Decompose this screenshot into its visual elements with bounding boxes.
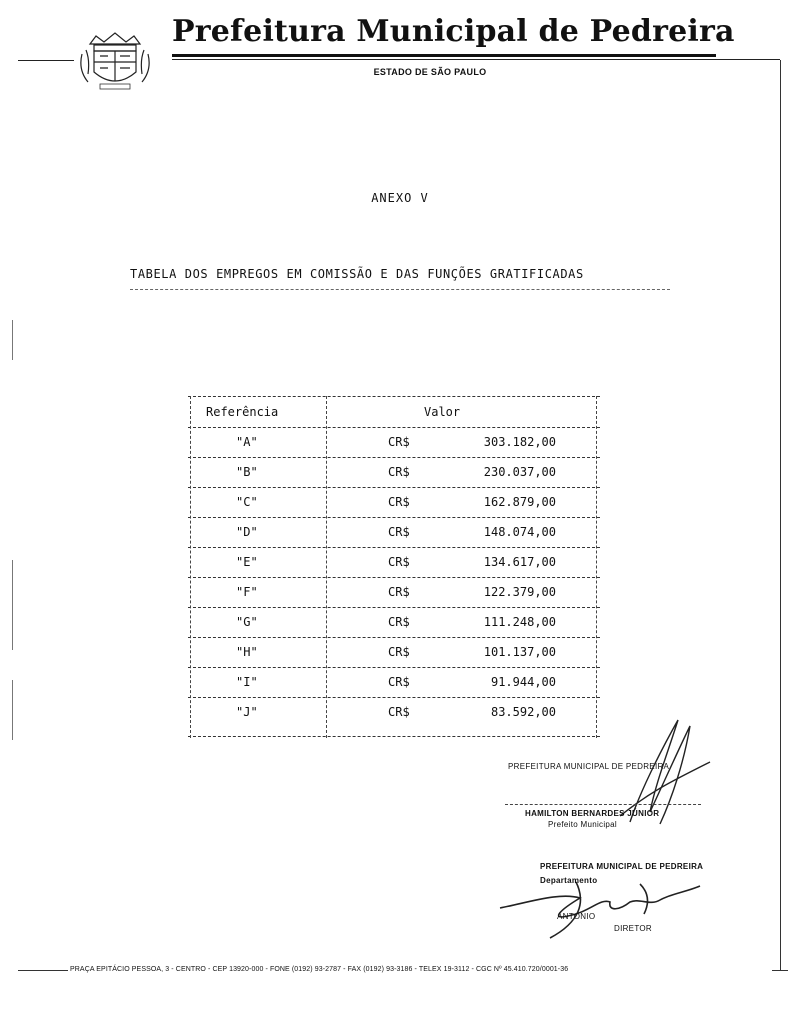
mayor-entity: PREFEITURA MUNICIPAL DE PEDREIRA	[508, 762, 670, 771]
letterhead-rule-thick	[172, 54, 716, 57]
row-currency: CR$	[388, 555, 410, 569]
table-row	[188, 577, 600, 607]
caption-underline	[130, 289, 670, 290]
row-amount: 91.944,00	[490, 675, 556, 689]
row-currency: CR$	[388, 585, 410, 599]
margin-mark	[12, 560, 13, 650]
row-reference: "G"	[236, 615, 258, 629]
row-reference: "C"	[236, 495, 258, 509]
footer-address: PRAÇA EPITÁCIO PESSOA, 3 - CENTRO - CEP 13920-000 - FONE (0192) 93-2787 - FAX (0192) 93-3186 - TELEX 19-3112 - CGC Nº 45.410.720/0001-36	[68, 966, 772, 973]
row-amount: 230.037,00	[483, 465, 556, 479]
row-amount: 83.592,00	[490, 705, 556, 719]
table-row	[188, 427, 600, 457]
row-amount: 148.074,00	[483, 525, 556, 539]
margin-mark	[12, 320, 13, 360]
director-name: ANTONIO	[557, 912, 596, 921]
table-row	[188, 697, 600, 727]
director-entity: PREFEITURA MUNICIPAL DE PEDREIRA	[540, 862, 704, 871]
table-row	[188, 457, 600, 487]
row-amount: 303.182,00	[483, 435, 556, 449]
value-table	[188, 396, 600, 738]
row-amount: 111.248,00	[483, 615, 556, 629]
row-reference: "F"	[236, 585, 258, 599]
table-row	[188, 547, 600, 577]
margin-mark	[12, 680, 13, 740]
row-amount: 134.617,00	[483, 555, 556, 569]
row-currency: CR$	[388, 435, 410, 449]
mayor-role: Prefeito Municipal	[548, 820, 617, 829]
mayor-name: HAMILTON BERNARDES JÚNIOR	[525, 809, 660, 818]
letterhead-rule-thin	[172, 59, 780, 60]
director-department: Departamento	[540, 876, 598, 885]
mayor-signature-line	[505, 804, 701, 805]
row-reference: "B"	[236, 465, 258, 479]
table-border	[188, 396, 600, 397]
table-row	[188, 637, 600, 667]
row-currency: CR$	[388, 645, 410, 659]
table-caption: TABELA DOS EMPREGOS EM COMISSÃO E DAS FUNÇÕES GRATIFICADAS	[130, 267, 584, 281]
letterhead-title: Prefeitura Municipal de Pedreira	[172, 14, 735, 49]
row-amount: 122.379,00	[483, 585, 556, 599]
table-row	[188, 487, 600, 517]
row-reference: "A"	[236, 435, 258, 449]
header-reference: Referência	[206, 405, 279, 419]
table-row	[188, 667, 600, 697]
row-reference: "J"	[236, 705, 258, 719]
header-value: Valor	[424, 405, 461, 419]
annex-title: ANEXO V	[371, 191, 429, 205]
row-currency: CR$	[388, 525, 410, 539]
row-currency: CR$	[388, 675, 410, 689]
director-title: DIRETOR	[614, 924, 652, 933]
row-reference: "D"	[236, 525, 258, 539]
page-border-right	[780, 60, 781, 970]
director-signature-icon	[490, 862, 710, 942]
row-amount: 101.137,00	[483, 645, 556, 659]
row-reference: "I"	[236, 675, 258, 689]
letterhead-state: ESTADO DE SÃO PAULO	[373, 67, 487, 77]
row-currency: CR$	[388, 495, 410, 509]
municipal-coat-of-arms-icon	[78, 30, 152, 92]
row-amount: 162.879,00	[483, 495, 556, 509]
table-border	[188, 736, 600, 737]
table-row	[188, 517, 600, 547]
row-currency: CR$	[388, 465, 410, 479]
row-currency: CR$	[388, 615, 410, 629]
letterhead-rule-left	[18, 60, 74, 61]
row-reference: "H"	[236, 645, 258, 659]
row-reference: "E"	[236, 555, 258, 569]
row-currency: CR$	[388, 705, 410, 719]
table-row	[188, 607, 600, 637]
